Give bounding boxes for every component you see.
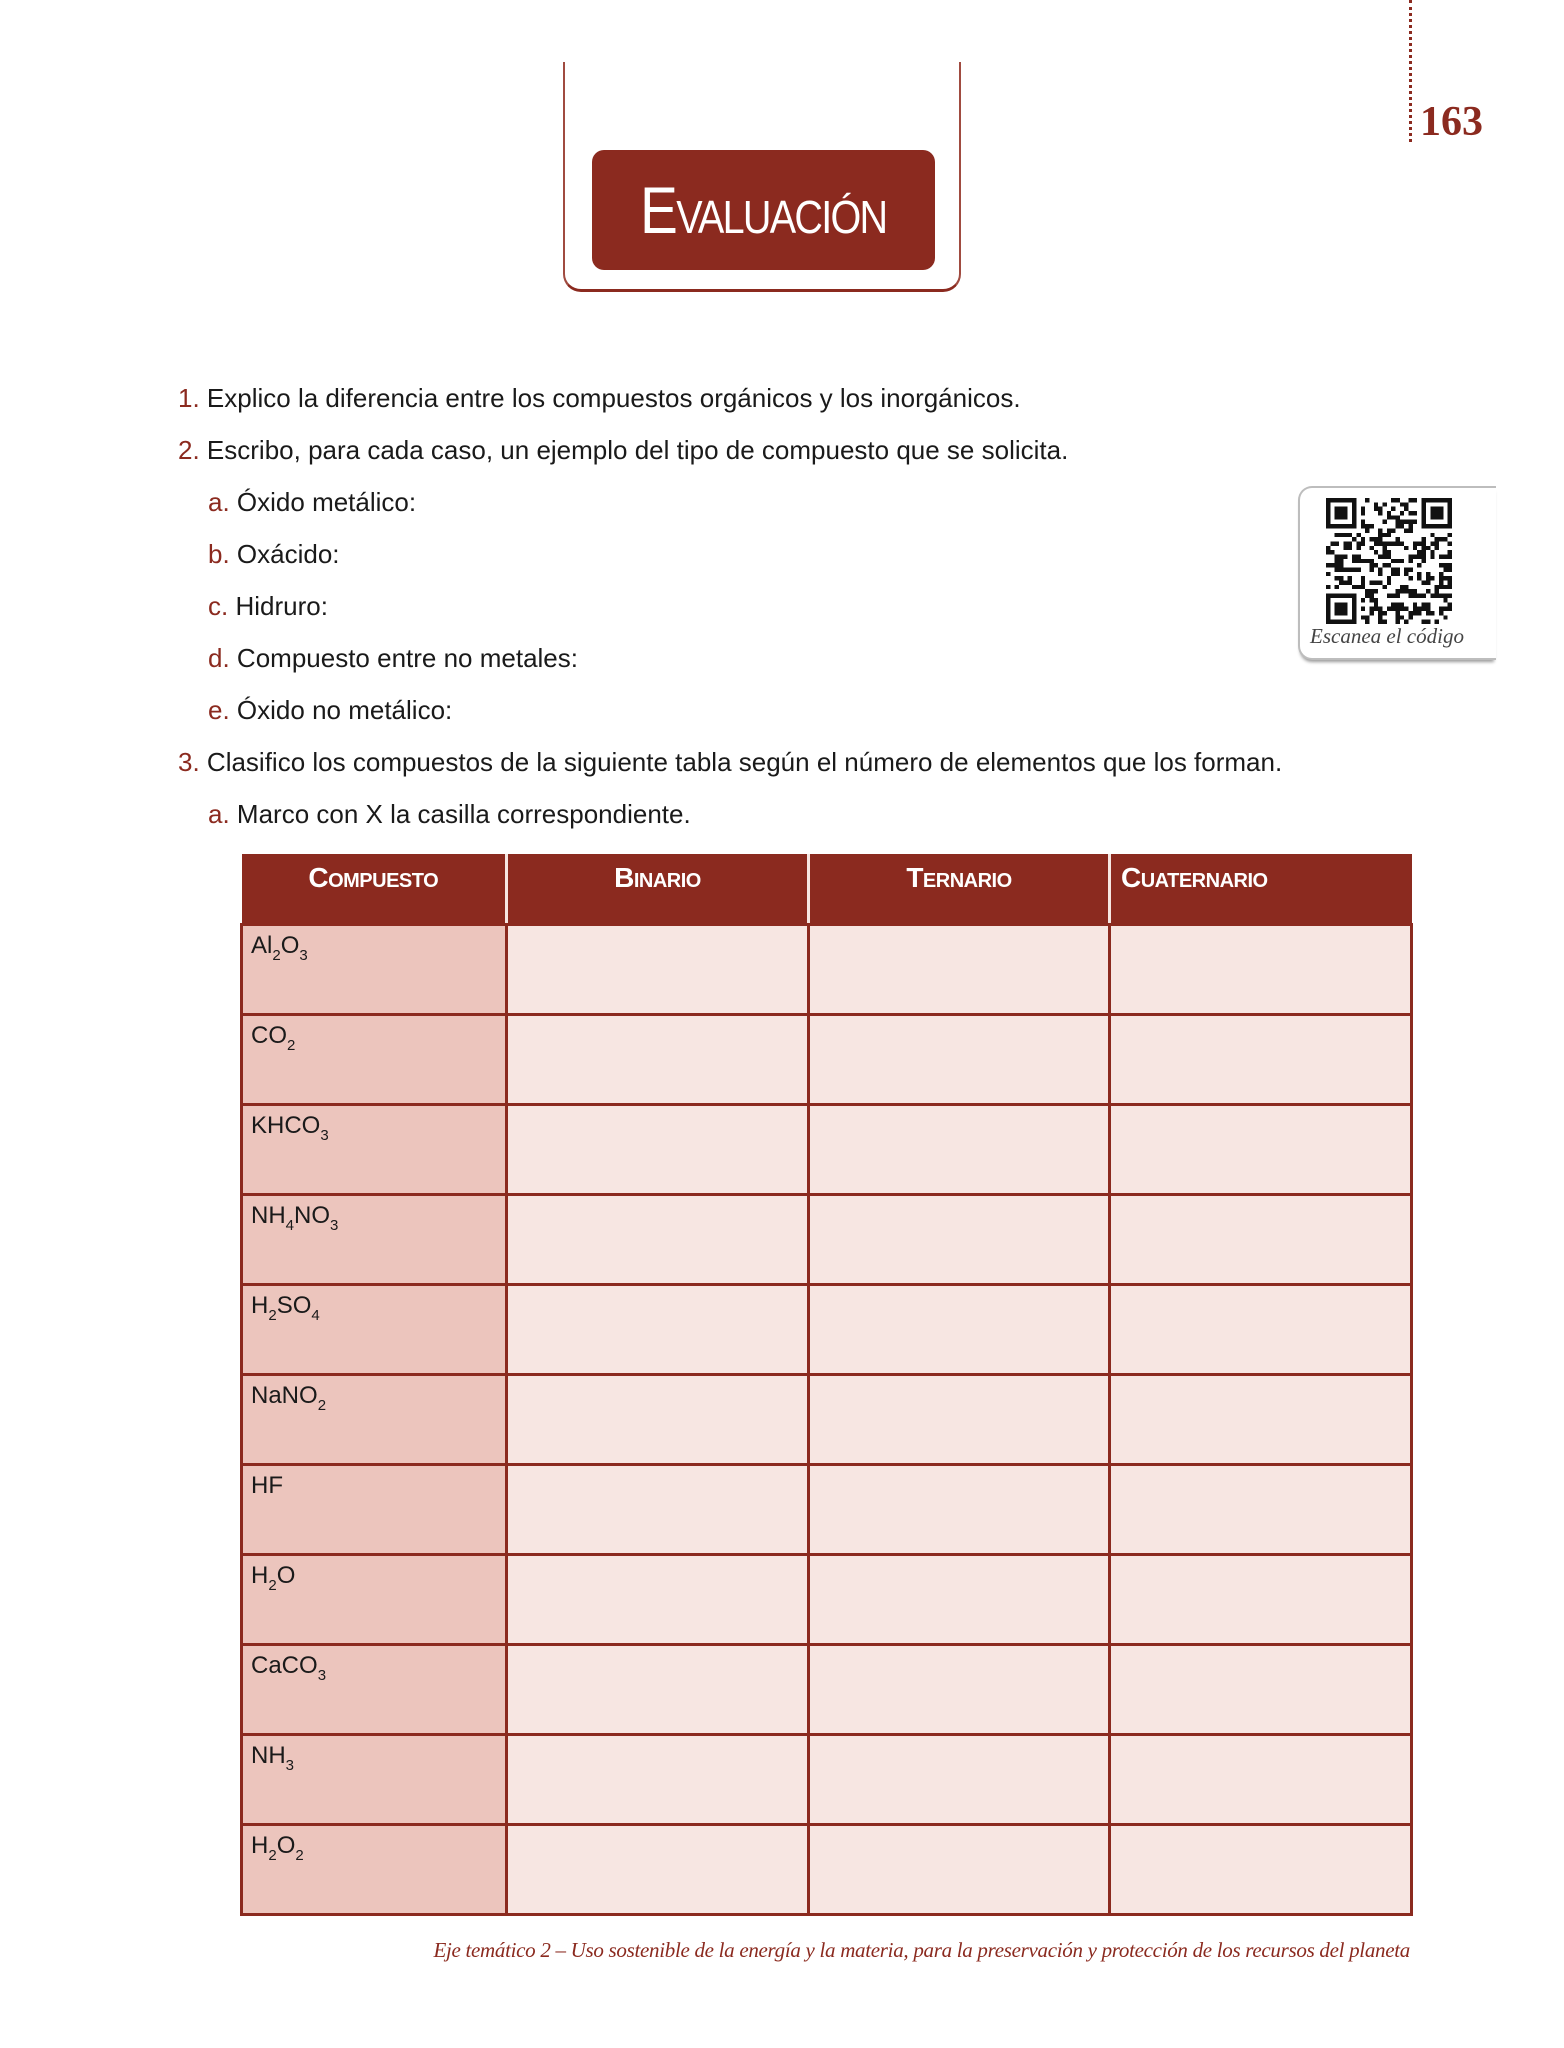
formula-subscript: 3 [317,1666,327,1684]
answer-cell-ternario[interactable] [809,1284,1110,1374]
footer-caption: Eje temático 2 – Uso sostenible de la energía y la materia, para la preservación y protección de los recursos del planeta [433,1938,1410,1962]
formula-symbol: NO [294,1201,331,1229]
table-row [242,1464,1412,1554]
formula-symbol: H [251,1561,269,1589]
answer-cell-binario[interactable] [507,924,809,1014]
answer-cell-ternario[interactable] [809,1014,1110,1104]
answer-cell-binario[interactable] [507,1554,809,1644]
answer-cell-cuaternario[interactable] [1110,1104,1412,1194]
answer-cell-ternario[interactable] [809,1644,1110,1734]
answer-cell-cuaternario[interactable] [1110,1464,1412,1554]
formula-symbol: SO [276,1291,312,1319]
qr-card[interactable] [1298,486,1496,660]
formula-symbol: Al [251,931,273,959]
table-body [242,924,1412,1914]
formula-subscript: 4 [311,1306,320,1324]
qr-code-icon [1326,498,1452,624]
header-ternario: Ternario [809,854,1110,924]
header-compuesto: Compuesto [242,854,507,924]
formula-subscript: 3 [330,1216,339,1234]
answer-cell-binario[interactable] [507,1464,809,1554]
formula-symbol: CO [251,1021,287,1049]
question-2e [208,695,452,725]
item-text: Compuesto entre no metales: [236,643,578,673]
item-letter: a. [208,487,230,517]
answer-cell-ternario[interactable] [809,1554,1110,1644]
item-text: Óxido no metálico: [236,695,453,725]
formula-subscript: 2 [317,1396,327,1414]
question-1 [178,383,1021,413]
answer-cell-cuaternario[interactable] [1110,1014,1412,1104]
formula-subscript: 4 [285,1216,295,1234]
answer-cell-binario[interactable] [507,1734,809,1824]
question-2b [208,539,340,569]
compound-formula [251,1111,329,1144]
formula-subscript: 3 [320,1126,329,1144]
formula-symbol: O [276,1561,296,1589]
answer-cell-binario[interactable] [507,1374,809,1464]
formula-subscript: 3 [285,1756,295,1774]
compound-cell [242,1464,507,1554]
table-header-row [242,854,1412,924]
page-title: Evaluación [640,173,887,247]
answer-cell-ternario[interactable] [809,924,1110,1014]
compound-cell [242,1014,507,1104]
compound-cell [242,1734,507,1824]
question-text: Explico la diferencia entre los compuestos orgánicos y los inorgánicos. [206,383,1021,413]
formula-symbol: NH [251,1201,286,1229]
item-letter: e. [208,695,230,725]
answer-cell-cuaternario[interactable] [1110,924,1412,1014]
answer-cell-cuaternario[interactable] [1110,1284,1412,1374]
answer-cell-binario[interactable] [507,1194,809,1284]
formula-symbol: O [280,931,300,959]
question-text: Clasifico los compuestos de la siguiente tabla según el número de elementos que los forman. [206,747,1283,777]
table-row [242,1644,1412,1734]
answer-cell-ternario[interactable] [809,1374,1110,1464]
answer-cell-binario[interactable] [507,1104,809,1194]
classification-table [240,854,1413,1916]
compound-formula [251,1651,327,1684]
item-letter: b. [208,539,230,569]
formula-subscript: 2 [295,1846,304,1864]
compound-formula [251,1831,304,1864]
compound-formula [251,1561,296,1594]
question-2a [208,487,416,517]
table-row [242,924,1412,1014]
item-letter: a. [208,799,230,829]
formula-symbol: H [251,1291,269,1319]
table-row [242,1284,1412,1374]
question-2 [178,435,1068,465]
compound-cell [242,1824,507,1914]
item-text: Óxido metálico: [236,487,417,517]
formula-symbol: H [251,1831,269,1859]
page-number: 163 [1420,99,1483,145]
formula-subscript: 2 [268,1846,277,1864]
compound-cell [242,1554,507,1644]
question-text: Escribo, para cada caso, un ejemplo del tipo de compuesto que se solicita. [206,435,1069,465]
item-text: Oxácido: [236,539,340,569]
formula-subscript: 2 [287,1036,296,1054]
answer-cell-binario[interactable] [507,1824,809,1914]
answer-cell-cuaternario[interactable] [1110,1734,1412,1824]
formula-symbol: NaNO [251,1381,318,1409]
compound-formula [251,1021,296,1054]
question-2d [208,643,578,673]
formula-symbol: HF [251,1471,283,1499]
compound-formula [251,1201,339,1234]
compound-cell [242,1194,507,1284]
formula-symbol: NH [251,1741,286,1769]
qr-caption: Escanea el código [1310,624,1464,648]
item-text: Marco con X la casilla correspondiente. [236,799,691,829]
table-row [242,1014,1412,1104]
title-banner [592,150,935,270]
answer-cell-binario[interactable] [507,1014,809,1104]
answer-cell-ternario[interactable] [809,1734,1110,1824]
item-letter: c. [208,591,229,621]
compound-cell [242,924,507,1014]
question-3 [178,747,1282,777]
question-number: 2. [178,435,200,465]
answer-cell-ternario[interactable] [809,1824,1110,1914]
answer-cell-cuaternario[interactable] [1110,1824,1412,1914]
formula-subscript: 2 [272,946,281,964]
compound-cell [242,1374,507,1464]
answer-cell-binario[interactable] [507,1644,809,1734]
answer-cell-ternario[interactable] [809,1464,1110,1554]
table-row [242,1194,1412,1284]
item-letter: d. [208,643,230,673]
margin-dotted-rule [1409,0,1412,142]
formula-subscript: 2 [268,1306,277,1324]
question-2c [208,591,328,621]
formula-subscript: 2 [268,1576,277,1594]
compound-cell [242,1284,507,1374]
answer-cell-cuaternario[interactable] [1110,1554,1412,1644]
header-cuaternario: Cuaternario [1110,854,1412,924]
compound-cell [242,1644,507,1734]
compound-cell [242,1104,507,1194]
compound-formula [251,1472,283,1499]
answer-cell-cuaternario[interactable] [1110,1374,1412,1464]
item-text: Hidruro: [235,591,328,621]
table-row [242,1554,1412,1644]
formula-subscript: 3 [299,946,308,964]
header-binario: Binario [507,854,809,924]
compound-formula [251,1291,320,1324]
table-row [242,1824,1412,1914]
formula-symbol: KHCO [251,1111,321,1139]
formula-symbol: O [276,1831,296,1859]
table-row [242,1374,1412,1464]
answer-cell-ternario[interactable] [809,1194,1110,1284]
question-number: 3. [178,747,200,777]
answer-cell-ternario[interactable] [809,1104,1110,1194]
compound-formula [251,1381,327,1414]
formula-symbol: CaCO [251,1651,318,1679]
compound-formula [251,931,308,964]
table-row [242,1104,1412,1194]
compound-formula [251,1741,295,1774]
answer-cell-cuaternario[interactable] [1110,1194,1412,1284]
answer-cell-binario[interactable] [507,1284,809,1374]
question-3a [208,799,691,829]
question-number: 1. [178,383,200,413]
answer-cell-cuaternario[interactable] [1110,1644,1412,1734]
table-row [242,1734,1412,1824]
